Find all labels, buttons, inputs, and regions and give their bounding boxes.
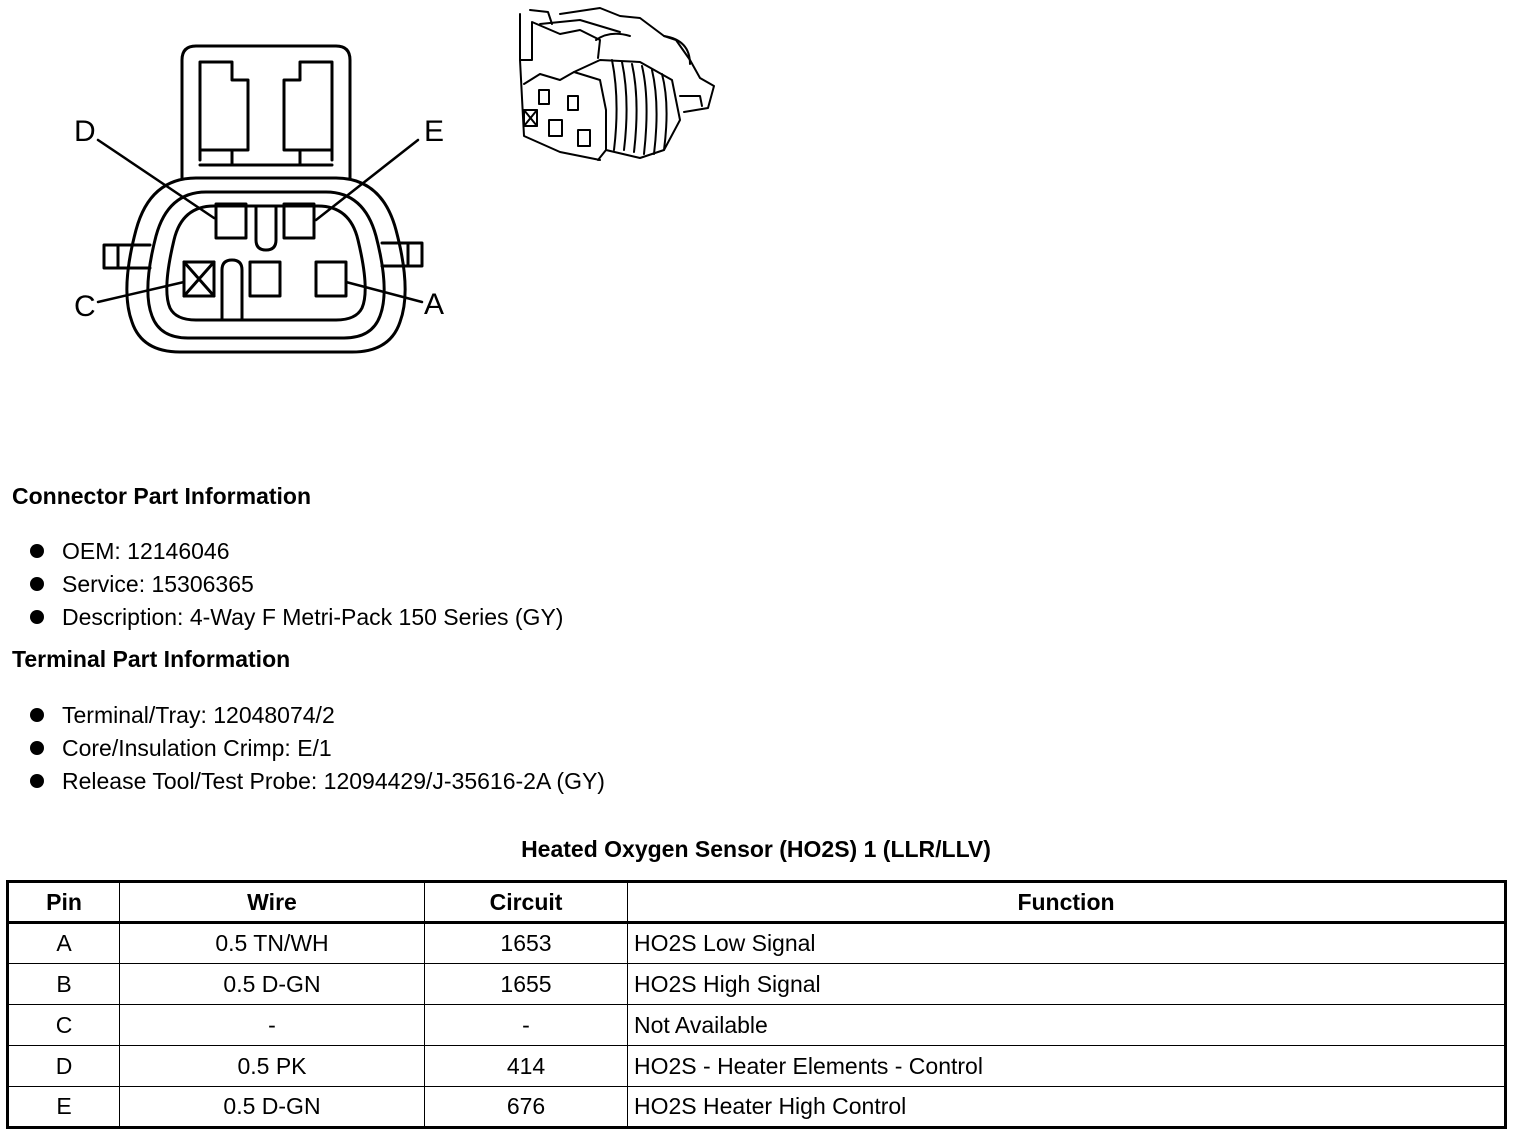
pin-label-d: D (74, 115, 96, 148)
pin-cell: B (8, 964, 120, 1005)
connector-diagram (0, 0, 760, 380)
table-row (8, 923, 1506, 964)
wire-cell: 0.5 D-GN (120, 1087, 425, 1128)
bullet-icon (30, 774, 44, 788)
function-cell: Not Available (628, 1005, 1506, 1046)
list-item-text: Release Tool/Test Probe: 12094429/J-35616-2A (GY) (62, 768, 605, 794)
pin-cell: E (8, 1087, 120, 1128)
connector-face-view (98, 46, 422, 352)
pin-label-c: C (74, 290, 96, 323)
pin-table (6, 880, 1507, 1129)
terminal-part-info-heading: Terminal Part Information (12, 646, 291, 672)
pin-cell: A (8, 923, 120, 964)
circuit-cell: 414 (425, 1046, 628, 1087)
wire-cell: 0.5 D-GN (120, 964, 425, 1005)
list-item (30, 570, 563, 603)
function-cell: HO2S - Heater Elements - Control (628, 1046, 1506, 1087)
column-header-function: Function (628, 882, 1506, 923)
list-item (30, 767, 605, 800)
pin-label-a: A (424, 288, 445, 321)
column-header-wire: Wire (120, 882, 425, 923)
list-item-text: Terminal/Tray: 12048074/2 (62, 702, 335, 728)
table-row (8, 964, 1506, 1005)
function-cell: HO2S High Signal (628, 964, 1506, 1005)
circuit-cell: - (425, 1005, 628, 1046)
column-header-circuit: Circuit (425, 882, 628, 923)
bullet-icon (30, 610, 44, 624)
terminal-part-info-list (30, 701, 605, 800)
wire-cell: 0.5 PK (120, 1046, 425, 1087)
list-item (30, 603, 563, 636)
bullet-icon (30, 708, 44, 722)
table-row (8, 1046, 1506, 1087)
circuit-cell: 1653 (425, 923, 628, 964)
function-cell: HO2S Low Signal (628, 923, 1506, 964)
connector-perspective-view (520, 8, 714, 160)
list-item-text: Core/Insulation Crimp: E/1 (62, 735, 332, 761)
wire-cell: - (120, 1005, 425, 1046)
circuit-cell: 676 (425, 1087, 628, 1128)
list-item-text: Service: 15306365 (62, 571, 254, 597)
circuit-cell: 1655 (425, 964, 628, 1005)
bullet-icon (30, 741, 44, 755)
function-cell: HO2S Heater High Control (628, 1087, 1506, 1128)
list-item-text: OEM: 12146046 (62, 538, 230, 564)
table-header-row (8, 882, 1506, 923)
bullet-icon (30, 544, 44, 558)
list-item (30, 537, 563, 570)
wire-cell: 0.5 TN/WH (120, 923, 425, 964)
pin-cell: C (8, 1005, 120, 1046)
column-header-pin: Pin (8, 882, 120, 923)
connector-part-info-heading: Connector Part Information (12, 483, 312, 509)
list-item (30, 701, 605, 734)
list-item-text: Description: 4-Way F Metri-Pack 150 Series (GY) (62, 604, 564, 630)
connector-part-info-list (30, 537, 563, 636)
table-row (8, 1005, 1506, 1046)
table-row (8, 1087, 1506, 1128)
list-item (30, 734, 605, 767)
pin-cell: D (8, 1046, 120, 1087)
pin-label-e: E (424, 115, 445, 148)
bullet-icon (30, 577, 44, 591)
table-title: Heated Oxygen Sensor (HO2S) 1 (LLR/LLV) (521, 836, 991, 862)
